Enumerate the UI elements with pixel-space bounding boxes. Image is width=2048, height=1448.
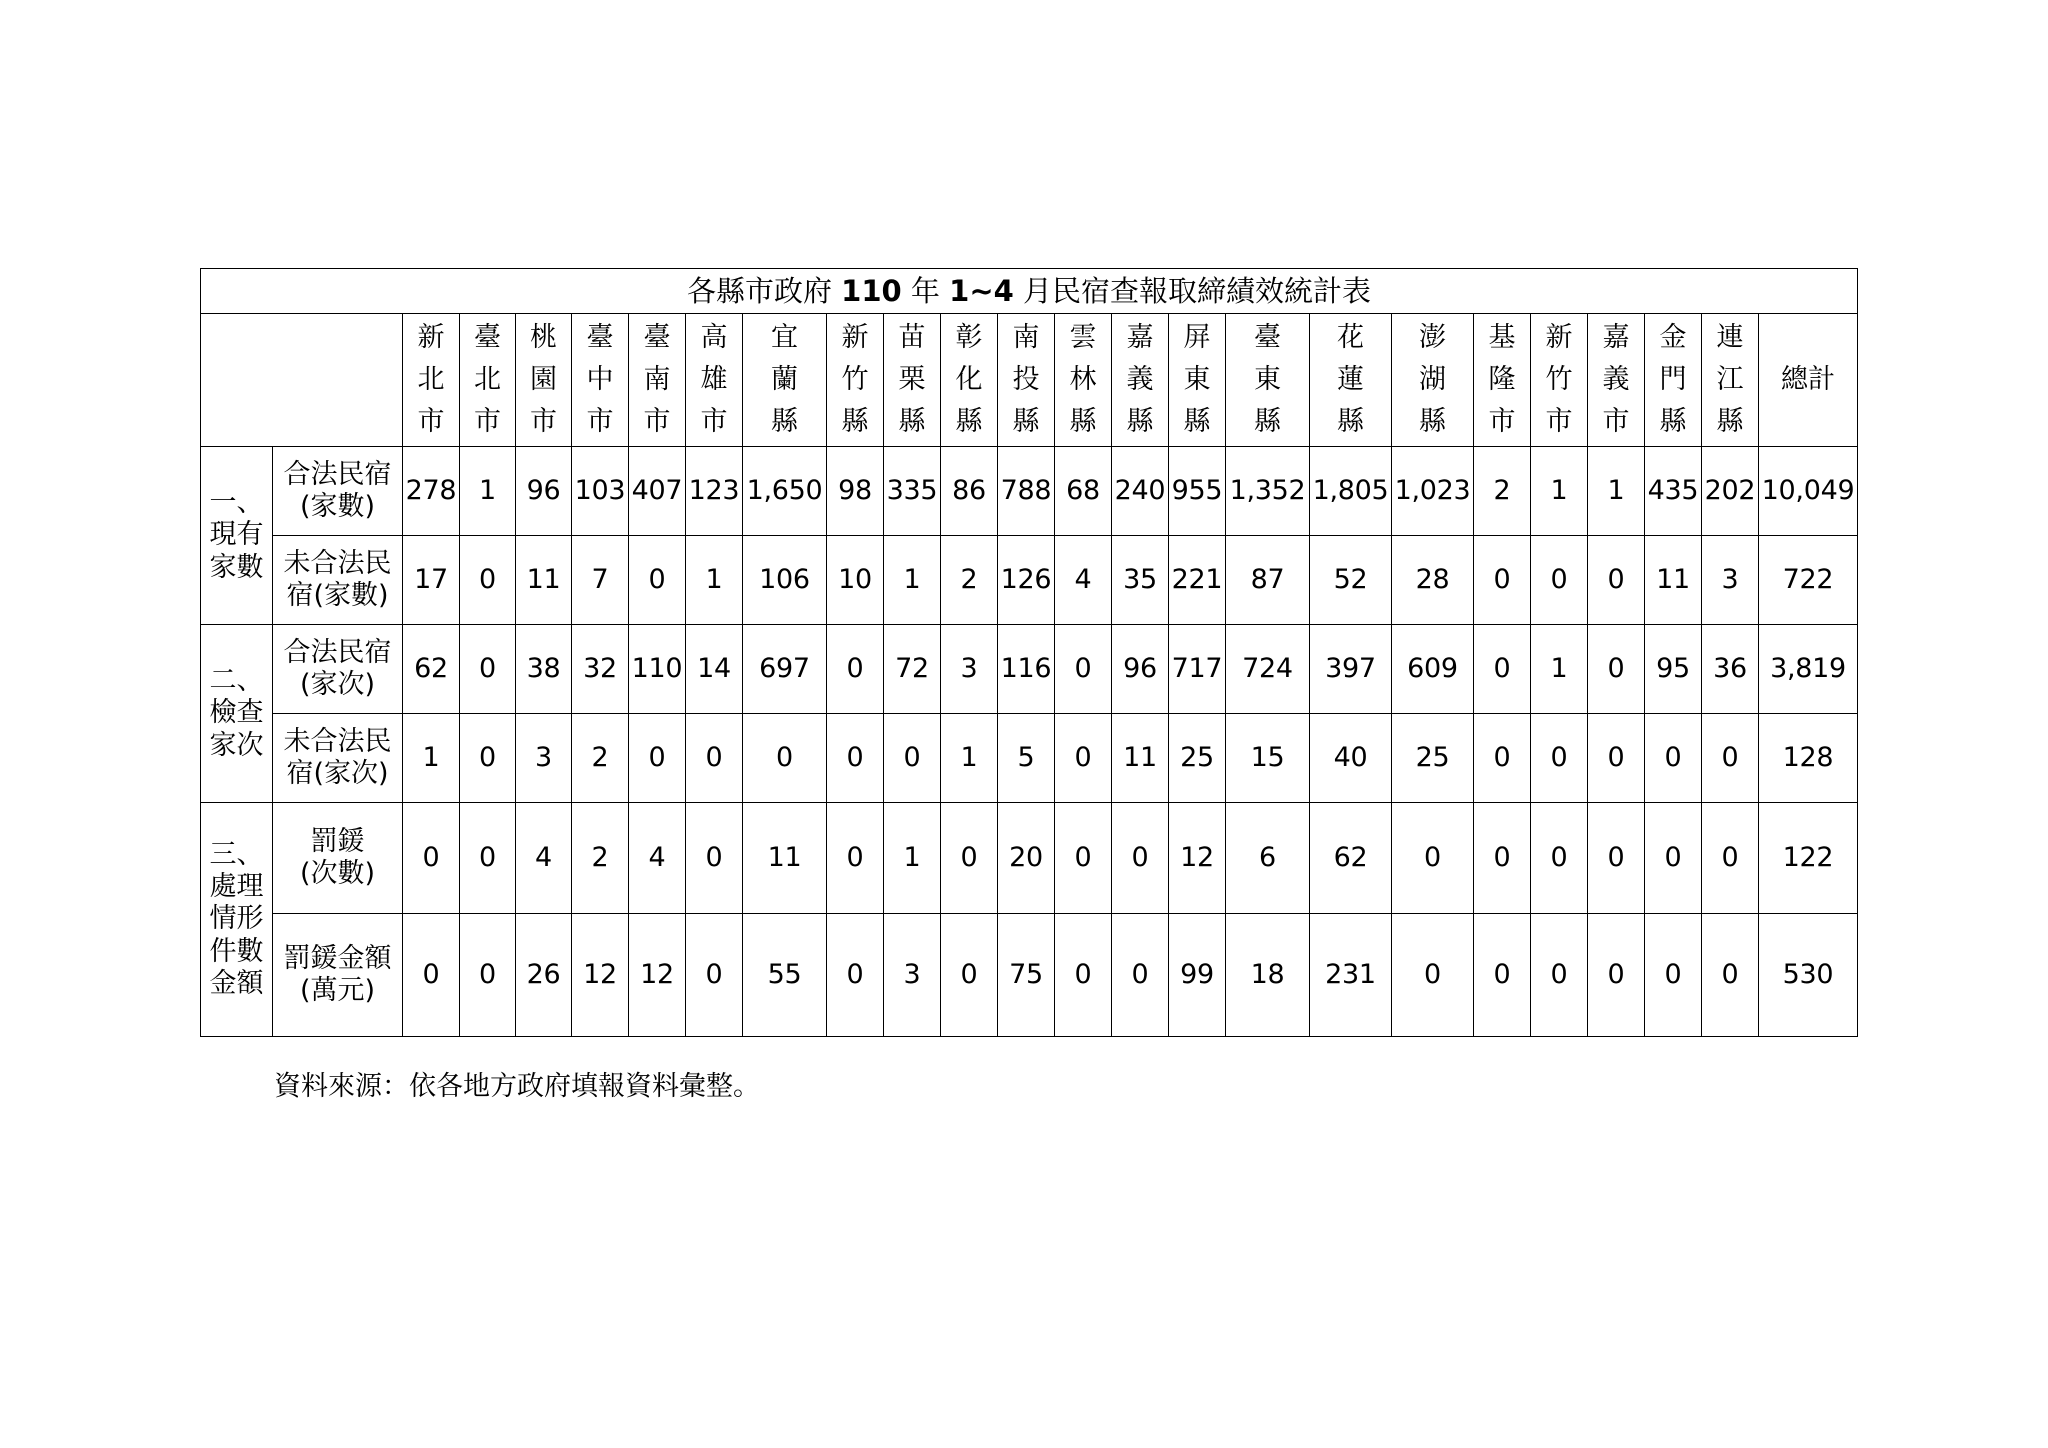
value-cell: 0 (1702, 714, 1759, 803)
value-cell: 0 (460, 803, 516, 914)
value-cell: 68 (1055, 447, 1112, 536)
value-cell: 0 (460, 625, 516, 714)
column-header (1310, 314, 1392, 447)
category-line: 家次 (209, 729, 264, 761)
total-cell: 722 (1759, 536, 1858, 625)
value-cell: 2 (572, 803, 629, 914)
value-cell: 10 (827, 536, 884, 625)
value-cell: 0 (884, 714, 941, 803)
value-cell: 86 (941, 447, 998, 536)
value-cell: 0 (1645, 914, 1702, 1037)
value-cell: 87 (1226, 536, 1310, 625)
value-cell: 240 (1112, 447, 1169, 536)
column-header-label: 雲林縣 (1069, 322, 1097, 437)
value-cell: 72 (884, 625, 941, 714)
title-prefix: 各縣市政府 (686, 273, 842, 308)
table-title (201, 269, 1858, 314)
value-cell: 0 (1531, 803, 1588, 914)
value-cell: 1 (460, 447, 516, 536)
value-cell: 1 (686, 536, 743, 625)
value-cell: 62 (403, 625, 460, 714)
value-cell: 335 (884, 447, 941, 536)
total-cell: 10,049 (1759, 447, 1858, 536)
category-line: 檢查 (209, 697, 264, 729)
value-cell: 6 (1226, 803, 1310, 914)
value-cell: 1 (1531, 625, 1588, 714)
total-cell: 3,819 (1759, 625, 1858, 714)
value-cell: 0 (827, 714, 884, 803)
value-cell: 1 (1588, 447, 1645, 536)
value-cell: 0 (827, 625, 884, 714)
value-cell: 1 (403, 714, 460, 803)
value-cell: 96 (1112, 625, 1169, 714)
value-cell: 95 (1645, 625, 1702, 714)
value-cell: 3 (884, 914, 941, 1037)
column-header-label: 嘉義縣 (1126, 322, 1154, 437)
value-cell: 724 (1226, 625, 1310, 714)
column-header (743, 314, 827, 447)
value-cell: 0 (1474, 803, 1531, 914)
value-cell: 12 (572, 914, 629, 1037)
value-cell: 55 (743, 914, 827, 1037)
category-line: 情形 (209, 903, 264, 935)
value-cell: 0 (941, 803, 998, 914)
value-cell: 35 (1112, 536, 1169, 625)
column-header-label: 桃園市 (530, 322, 557, 437)
value-cell: 126 (998, 536, 1055, 625)
total-cell: 530 (1759, 914, 1858, 1037)
value-cell: 0 (827, 914, 884, 1037)
value-cell: 0 (1112, 803, 1169, 914)
value-cell: 2 (572, 714, 629, 803)
value-cell: 12 (1169, 803, 1226, 914)
value-cell: 0 (1531, 536, 1588, 625)
total-cell: 122 (1759, 803, 1858, 914)
value-cell: 0 (1588, 714, 1645, 803)
value-cell: 0 (1474, 914, 1531, 1037)
column-header-label: 南投縣 (1012, 322, 1040, 437)
value-cell: 1,352 (1226, 447, 1310, 536)
column-header-label: 總計 (1781, 363, 1835, 395)
column-header-total (1759, 314, 1858, 447)
corner-header-cell (201, 314, 403, 447)
value-cell: 20 (998, 803, 1055, 914)
value-cell: 0 (1588, 625, 1645, 714)
column-header-label: 臺中市 (586, 322, 614, 437)
column-header (686, 314, 743, 447)
value-cell: 0 (686, 803, 743, 914)
value-cell: 0 (460, 536, 516, 625)
row-label: 合法民宿 (家次) (273, 625, 403, 714)
value-cell: 0 (1702, 914, 1759, 1037)
column-header-label: 金門縣 (1659, 322, 1687, 437)
value-cell: 110 (629, 625, 686, 714)
value-cell: 96 (516, 447, 572, 536)
value-cell: 435 (1645, 447, 1702, 536)
value-cell: 0 (629, 536, 686, 625)
value-cell: 25 (1392, 714, 1474, 803)
value-cell: 0 (1531, 714, 1588, 803)
column-header (629, 314, 686, 447)
value-cell: 0 (1055, 714, 1112, 803)
value-cell: 12 (629, 914, 686, 1037)
row-label: 未合法民 宿(家次) (273, 714, 403, 803)
value-cell: 609 (1392, 625, 1474, 714)
value-cell: 0 (1474, 625, 1531, 714)
value-cell: 14 (686, 625, 743, 714)
column-header (827, 314, 884, 447)
column-header-label: 彰化縣 (955, 322, 983, 437)
value-cell: 0 (1112, 914, 1169, 1037)
category-line: 處理 (209, 870, 264, 902)
category-line: 二、 (209, 664, 264, 696)
column-header (941, 314, 998, 447)
column-header-label: 宜蘭縣 (771, 322, 798, 437)
value-cell: 75 (998, 914, 1055, 1037)
value-cell: 103 (572, 447, 629, 536)
category-line: 三、 (209, 838, 264, 870)
column-header-label: 連江縣 (1716, 322, 1744, 437)
category-line: 件數 (209, 935, 264, 967)
value-cell: 0 (1588, 803, 1645, 914)
table-row (201, 914, 1858, 1037)
value-cell: 0 (1392, 803, 1474, 914)
value-cell: 0 (403, 803, 460, 914)
value-cell: 0 (1645, 803, 1702, 914)
value-cell: 0 (460, 714, 516, 803)
column-header-label: 嘉義市 (1602, 322, 1630, 437)
value-cell: 0 (941, 914, 998, 1037)
value-cell: 0 (686, 914, 743, 1037)
value-cell: 116 (998, 625, 1055, 714)
column-header-label: 澎湖縣 (1419, 322, 1446, 437)
value-cell: 717 (1169, 625, 1226, 714)
column-header-label: 臺南市 (643, 322, 671, 437)
table-row (201, 536, 1858, 625)
value-cell: 0 (1474, 536, 1531, 625)
value-cell: 0 (629, 714, 686, 803)
value-cell: 26 (516, 914, 572, 1037)
value-cell: 1,805 (1310, 447, 1392, 536)
value-cell: 1,650 (743, 447, 827, 536)
category-line: 家數 (209, 551, 264, 583)
column-header-label: 屏東縣 (1183, 322, 1211, 437)
value-cell: 1,023 (1392, 447, 1474, 536)
column-header-row (201, 314, 1858, 447)
column-header (403, 314, 460, 447)
value-cell: 123 (686, 447, 743, 536)
value-cell: 0 (1588, 536, 1645, 625)
value-cell: 11 (516, 536, 572, 625)
value-cell: 18 (1226, 914, 1310, 1037)
value-cell: 28 (1392, 536, 1474, 625)
row-label: 罰鍰 (次數) (273, 803, 403, 914)
column-header (572, 314, 629, 447)
column-header (1702, 314, 1759, 447)
value-cell: 0 (1055, 914, 1112, 1037)
value-cell: 11 (743, 803, 827, 914)
title-year: 110 (841, 273, 902, 308)
value-cell: 106 (743, 536, 827, 625)
value-cell: 1 (1531, 447, 1588, 536)
title-mid: 年 (901, 273, 950, 308)
value-cell: 278 (403, 447, 460, 536)
value-cell: 11 (1645, 536, 1702, 625)
value-cell: 231 (1310, 914, 1392, 1037)
value-cell: 5 (998, 714, 1055, 803)
value-cell: 1 (884, 536, 941, 625)
value-cell: 17 (403, 536, 460, 625)
value-cell: 407 (629, 447, 686, 536)
column-header (1531, 314, 1588, 447)
value-cell: 0 (1531, 914, 1588, 1037)
column-header-label: 花蓮縣 (1337, 322, 1364, 437)
category-line: 金額 (209, 968, 264, 1000)
column-header (1226, 314, 1310, 447)
table-row (201, 447, 1858, 536)
category-cell (201, 803, 273, 1037)
column-header (516, 314, 572, 447)
value-cell: 25 (1169, 714, 1226, 803)
value-cell: 0 (1392, 914, 1474, 1037)
category-cell (201, 447, 273, 625)
statistics-table (200, 268, 1858, 1037)
column-header-label: 苗栗縣 (898, 322, 926, 437)
value-cell: 3 (516, 714, 572, 803)
category-line: 現有 (209, 519, 264, 551)
row-label: 未合法民 宿(家數) (273, 536, 403, 625)
value-cell: 15 (1226, 714, 1310, 803)
category-cell (201, 625, 273, 803)
value-cell: 11 (1112, 714, 1169, 803)
source-note: 資料來源：依各地方政府填報資料彙整。 (274, 1071, 760, 1102)
column-header-label: 基隆市 (1488, 322, 1516, 437)
column-header (1588, 314, 1645, 447)
column-header (1474, 314, 1531, 447)
value-cell: 38 (516, 625, 572, 714)
value-cell: 4 (629, 803, 686, 914)
value-cell: 36 (1702, 625, 1759, 714)
value-cell: 955 (1169, 447, 1226, 536)
value-cell: 0 (1645, 714, 1702, 803)
value-cell: 4 (516, 803, 572, 914)
column-header-label: 新竹市 (1545, 322, 1573, 437)
value-cell: 697 (743, 625, 827, 714)
value-cell: 40 (1310, 714, 1392, 803)
value-cell: 1 (941, 714, 998, 803)
column-header (1169, 314, 1226, 447)
value-cell: 2 (941, 536, 998, 625)
value-cell: 0 (1474, 714, 1531, 803)
value-cell: 397 (1310, 625, 1392, 714)
value-cell: 0 (403, 914, 460, 1037)
column-header (884, 314, 941, 447)
table-body (201, 447, 1858, 1037)
value-cell: 0 (1055, 625, 1112, 714)
table-row (201, 803, 1858, 914)
value-cell: 2 (1474, 447, 1531, 536)
column-header-label: 高雄市 (700, 322, 728, 437)
value-cell: 1 (884, 803, 941, 914)
column-header-label: 新北市 (417, 322, 445, 437)
value-cell: 788 (998, 447, 1055, 536)
column-header (1055, 314, 1112, 447)
value-cell: 0 (686, 714, 743, 803)
title-suffix: 月民宿查報取締績效統計表 (1013, 273, 1372, 308)
value-cell: 52 (1310, 536, 1392, 625)
column-header (1392, 314, 1474, 447)
column-header (1112, 314, 1169, 447)
row-label: 合法民宿 (家數) (273, 447, 403, 536)
column-header (998, 314, 1055, 447)
title-months: 1~4 (949, 273, 1014, 308)
total-cell: 128 (1759, 714, 1858, 803)
value-cell: 202 (1702, 447, 1759, 536)
column-header (1645, 314, 1702, 447)
column-header-label: 臺東縣 (1254, 322, 1281, 437)
value-cell: 0 (1588, 914, 1645, 1037)
value-cell: 0 (1702, 803, 1759, 914)
value-cell: 0 (827, 803, 884, 914)
value-cell: 7 (572, 536, 629, 625)
table-row (201, 714, 1858, 803)
value-cell: 3 (941, 625, 998, 714)
column-header (460, 314, 516, 447)
value-cell: 3 (1702, 536, 1759, 625)
value-cell: 98 (827, 447, 884, 536)
value-cell: 32 (572, 625, 629, 714)
value-cell: 0 (460, 914, 516, 1037)
value-cell: 0 (1055, 803, 1112, 914)
value-cell: 62 (1310, 803, 1392, 914)
column-header-label: 臺北市 (474, 322, 501, 437)
value-cell: 221 (1169, 536, 1226, 625)
table-row (201, 625, 1858, 714)
value-cell: 99 (1169, 914, 1226, 1037)
value-cell: 0 (743, 714, 827, 803)
column-header-label: 新竹縣 (841, 322, 869, 437)
value-cell: 4 (1055, 536, 1112, 625)
row-label: 罰鍰金額 (萬元) (273, 914, 403, 1037)
category-line: 一、 (209, 486, 264, 518)
